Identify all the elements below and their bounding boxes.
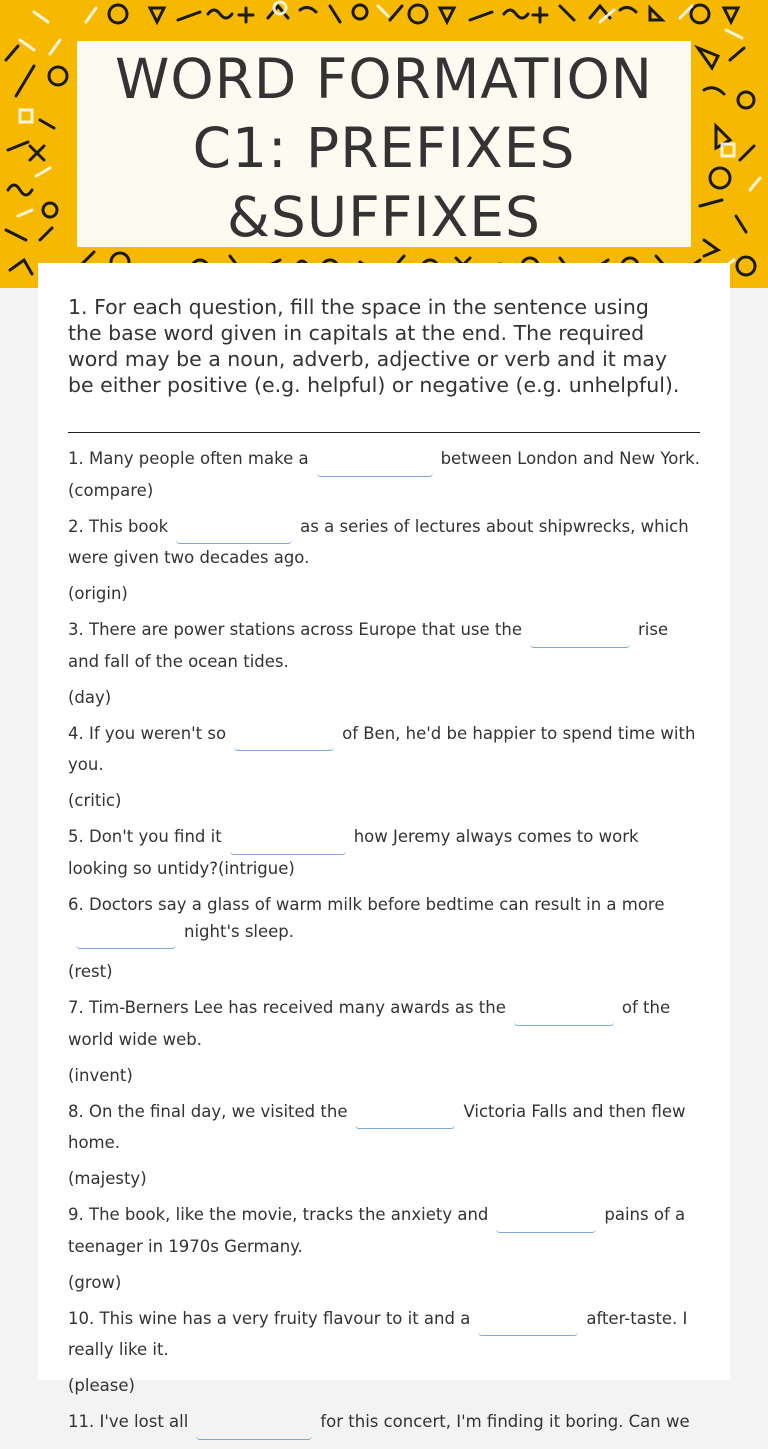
question-3 — [68, 616, 700, 675]
question-9-text-after: pains of a teenager in 1970s Germany. — [68, 1205, 686, 1256]
answer-input-10[interactable] — [478, 1315, 578, 1336]
answer-input-6[interactable] — [76, 928, 176, 949]
question-9-text-before: 9. The book, like the movie, tracks the anxiety and — [68, 1205, 489, 1224]
question-1 — [68, 445, 700, 504]
answer-input-3[interactable] — [530, 627, 630, 648]
question-7-text-before: 7. Tim-Berners Lee has received many awards as the — [68, 998, 506, 1017]
answer-input-5[interactable] — [230, 834, 346, 855]
question-3-hint: (day) — [68, 687, 112, 707]
header-banner — [0, 0, 768, 288]
question-2 — [68, 513, 700, 572]
question-9-hint: (grow) — [68, 1272, 122, 1292]
question-2-hint: (origin) — [68, 584, 128, 603]
question-6-text-before: 6. Doctors say a glass of warm milk before bedtime can result in a more — [68, 894, 665, 914]
worksheet-card — [38, 263, 730, 1431]
question-10-text-after: after-taste. I really like it. — [68, 1308, 688, 1359]
question-8-hint: (majesty) — [68, 1169, 147, 1188]
answer-input-8[interactable] — [355, 1108, 455, 1129]
question-6 — [68, 891, 700, 950]
question-7-hint: (invent) — [68, 1065, 133, 1085]
question-3-text-after: rise and fall of the ocean tides. — [68, 620, 669, 671]
question-9 — [68, 1201, 700, 1260]
question-11-text-after: for this concert, I'm finding it boring. Can we — [320, 1412, 690, 1431]
question-11-text-before: 11. I've lost all — [68, 1412, 189, 1431]
question-6-text-after: night's sleep. — [184, 921, 295, 941]
answer-input-9[interactable] — [496, 1212, 596, 1233]
question-5-text-after: how Jeremy always comes to work looking so untidy?(intrigue) — [68, 827, 639, 878]
question-7-text-after: of the world wide web. — [68, 998, 671, 1049]
question-7 — [68, 994, 700, 1053]
question-8 — [68, 1098, 700, 1157]
question-10-hint: (please) — [68, 1376, 135, 1395]
question-8-text-before: 8. On the final day, we visited the — [68, 1101, 348, 1121]
question-list — [68, 445, 700, 1449]
question-8-text-after: Victoria Falls and then flew home. — [68, 1101, 686, 1152]
answer-input-7[interactable] — [514, 1005, 614, 1026]
answer-input-11[interactable] — [196, 1419, 312, 1440]
question-3-text-before: 3. There are power stations across Europe that use the — [68, 620, 522, 639]
question-6-hint: (rest) — [68, 962, 113, 981]
question-5 — [68, 823, 700, 882]
question-4-hint: (critic) — [68, 791, 122, 810]
question-10-text-before: 10. This wine has a very fruity flavour to it and a — [68, 1308, 471, 1328]
page-title: WORD FORMATION C1: PREFIXES &SUFFIXES — [115, 47, 653, 249]
title-box — [77, 41, 691, 247]
question-4 — [68, 720, 700, 779]
answer-input-2[interactable] — [176, 523, 292, 544]
question-1-text-before: 1. Many people often make a — [68, 449, 309, 468]
question-2-text-after: as a series of lectures about shipwrecks, which were given two decades ago. — [68, 516, 689, 567]
divider — [68, 432, 700, 433]
instructions: 1. For each question, fill the space in the sentence using the base word given in capitals at the end. The required word may be a noun, adverb, adjective or verb and it may be either positive (e.g. helpful) or negative (e.g. unhelpful). — [68, 295, 680, 397]
answer-input-4[interactable] — [234, 730, 334, 751]
answer-input-1[interactable] — [317, 456, 433, 477]
question-11 — [68, 1408, 700, 1440]
question-1-text-after: between London and New York. (compare) — [68, 449, 700, 500]
question-5-text-before: 5. Don't you find it — [68, 827, 222, 846]
question-2-text-before: 2. This book — [68, 516, 169, 536]
question-4-text-after: of Ben, he'd be happier to spend time with you. — [68, 723, 696, 774]
question-4-text-before: 4. If you weren't so — [68, 723, 227, 743]
question-10 — [68, 1305, 700, 1364]
